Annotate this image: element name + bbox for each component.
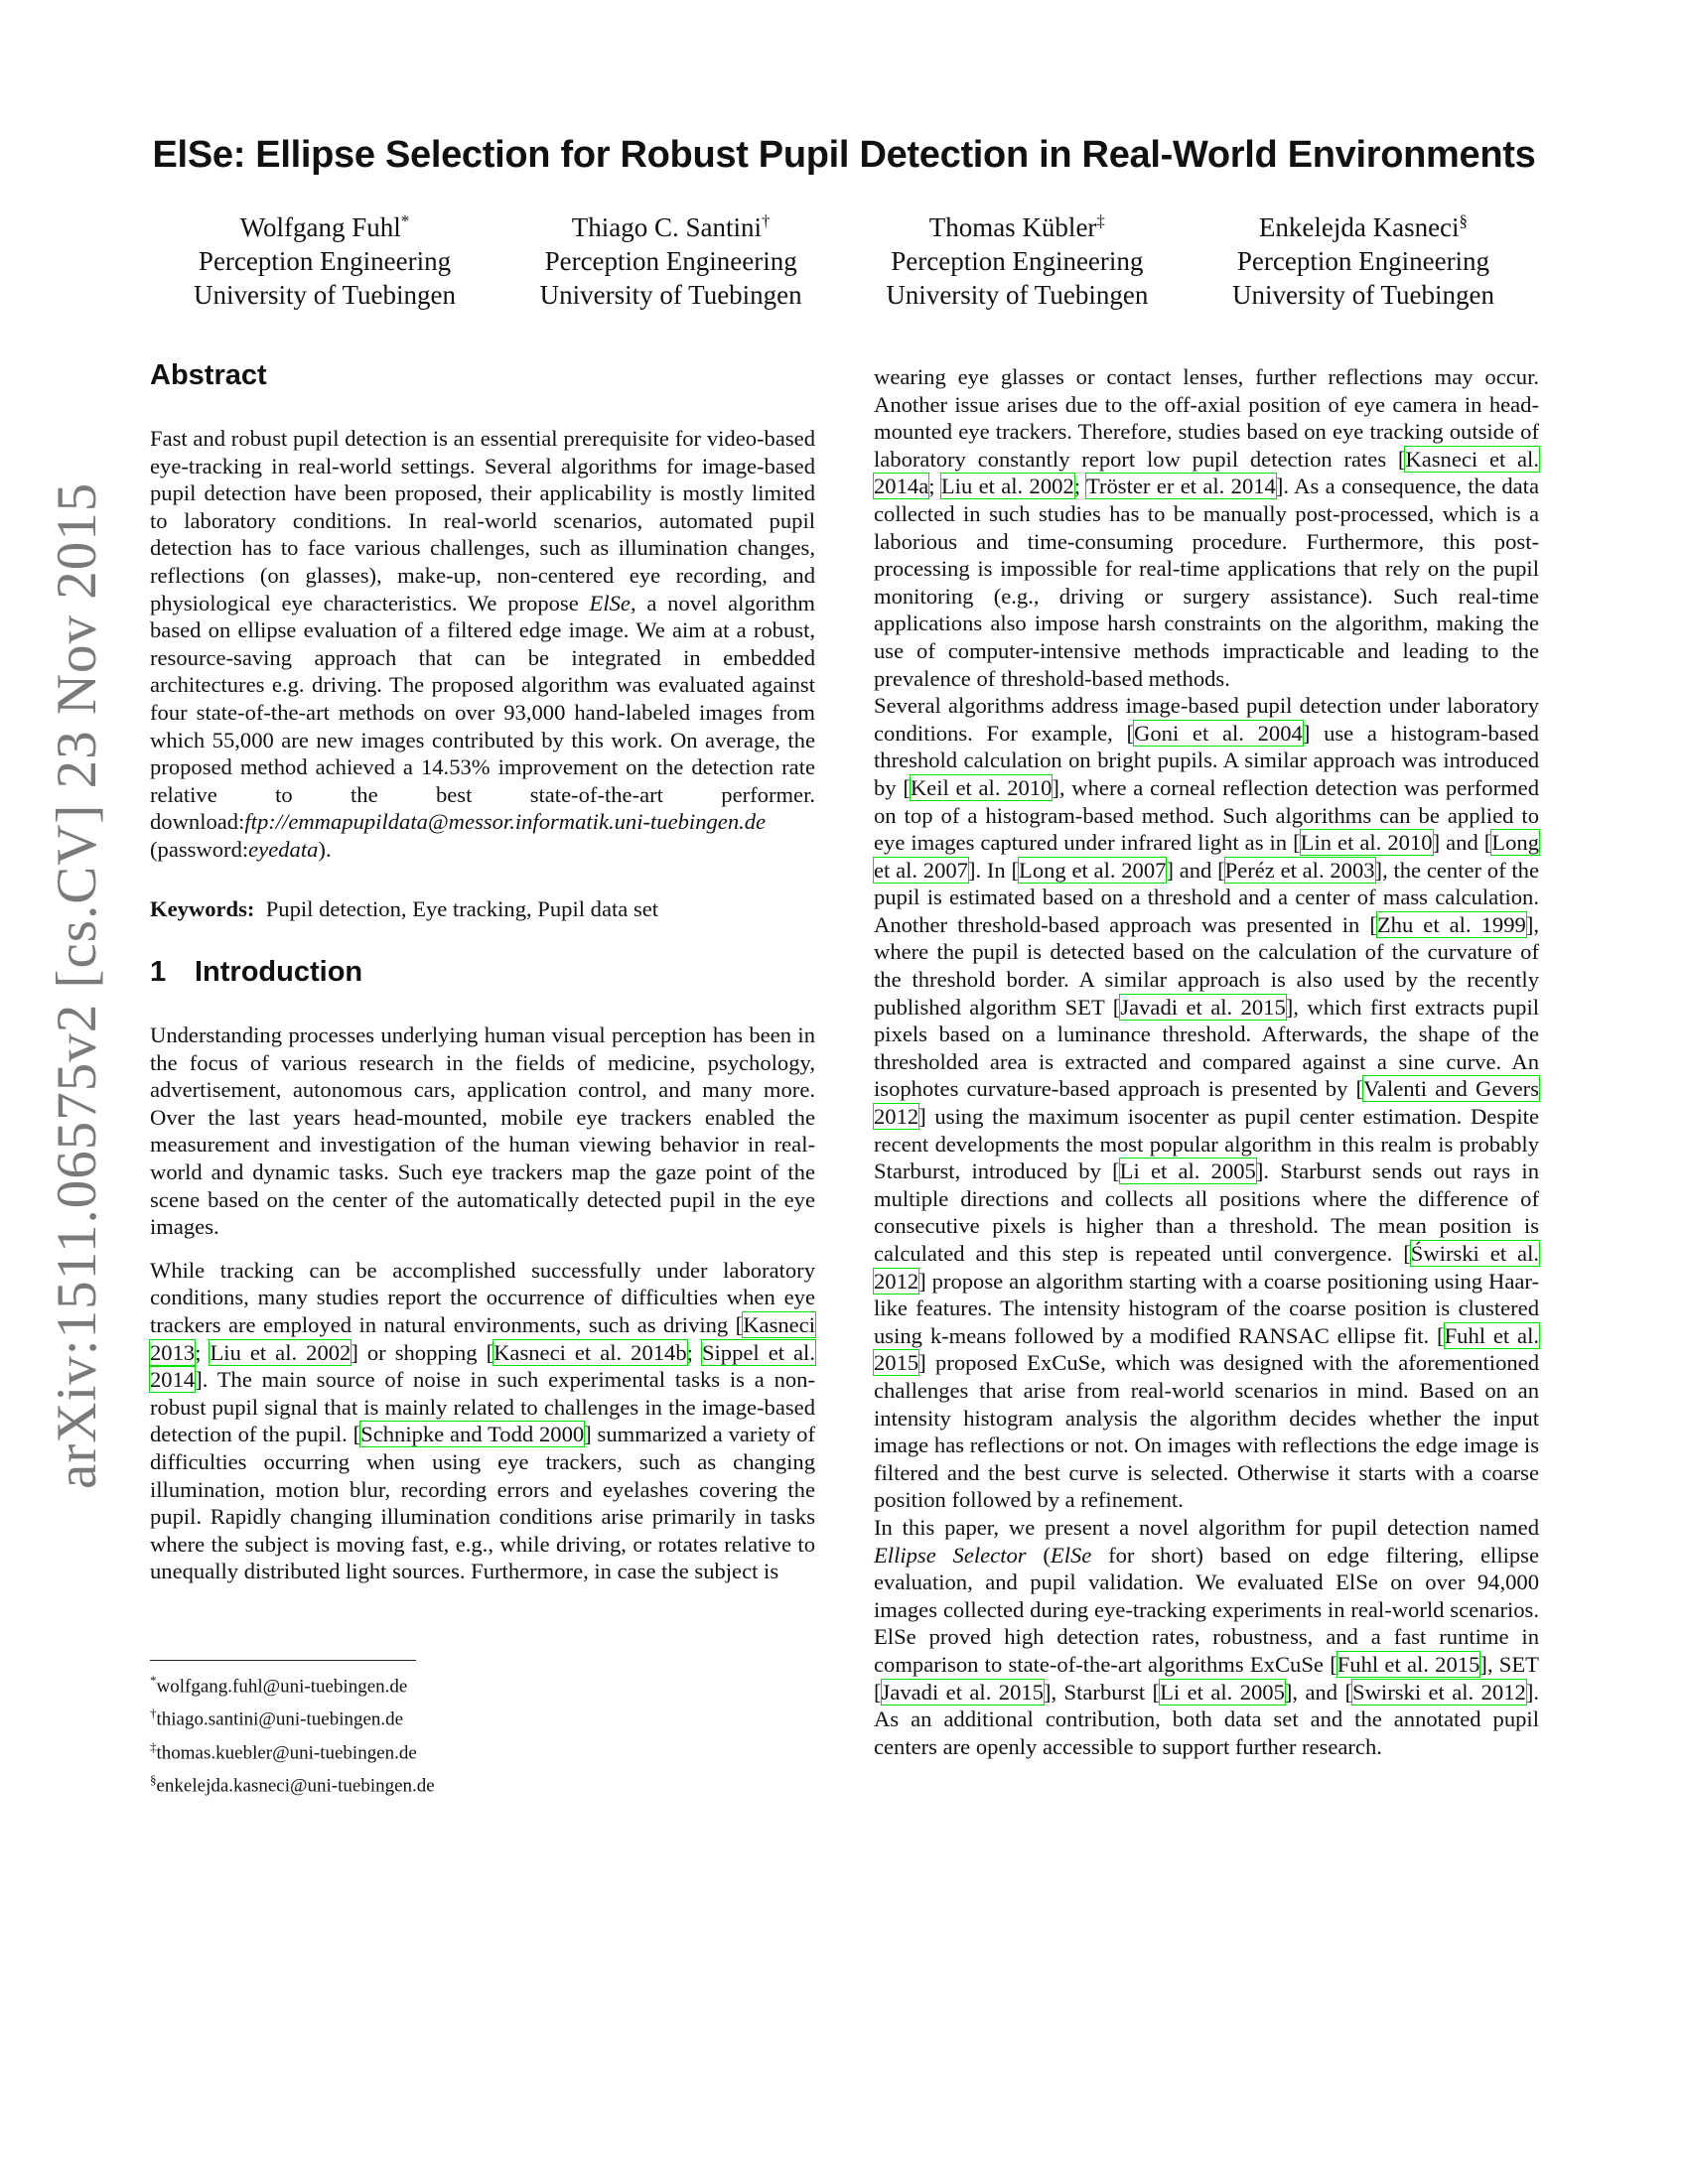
keywords-label: Keywords: xyxy=(150,895,255,921)
intro-paragraph-3 xyxy=(874,363,1539,692)
citation-link[interactable]: Liu et al. 2002 xyxy=(940,474,1074,499)
text-run: ] or shopping [ xyxy=(351,1339,494,1365)
text-run: Several algorithms address image-based pupil detection under laboratory conditions. For example, [ xyxy=(874,693,1539,746)
citation-link[interactable]: Javadi et al. 2015 xyxy=(881,1679,1044,1705)
citation-link[interactable]: Fuhl et al. 2015 xyxy=(874,1322,1539,1376)
download-link[interactable]: ftp://emmapupildata@messor.informatik.uni-tuebingen.de xyxy=(244,809,767,835)
author-affiliation: University of Tuebingen xyxy=(539,280,802,310)
citation-link[interactable]: Sippel et al. 2014 xyxy=(150,1339,815,1393)
text-run: ], the center of the pupil is estimated based on a threshold and a center of mass calculation. Another threshold-based approach was presented in [ xyxy=(874,857,1539,937)
citation-link[interactable]: Schnipke and Todd 2000 xyxy=(360,1422,585,1447)
text-run: ], which first extracts pupil pixels based on a luminance threshold. Afterwards, the shape of the thresholded area is extracted and compared against a sine curve. An isophotes curvature-based approach is presented by [ xyxy=(874,994,1539,1102)
footnotes xyxy=(150,1660,547,1799)
author-block xyxy=(194,205,1494,312)
author-dept: Perception Engineering xyxy=(891,246,1144,276)
section-heading-introduction xyxy=(150,954,815,990)
citation-link[interactable]: Li et al. 2005 xyxy=(1119,1159,1256,1184)
author-1 xyxy=(194,205,456,312)
text-run: ] summarized a variety of difficulties occurring when using eye trackers, such as changing illumination, motion blur, recording errors and eyelashes covering the pupil. Rapidly changing illumination conditions arise primarily in tasks where the subject is moving fast, e.g., while driving, or rotates relative to unequally distributed light sources. Furthermore, in case the subject is xyxy=(150,1422,815,1584)
section-title: Introduction xyxy=(195,956,363,989)
citation-link[interactable]: Fuhl et al. 2015 xyxy=(1336,1651,1480,1677)
abstract-heading: Abstract xyxy=(150,359,267,391)
text-run: wearing eye glasses or contact lenses, further reflections may occur. Another issue arises due to the off-axial position of eye camera in head-mounted eye trackers. Therefore, studies based on eye tracking outside of laboratory constantly report low pupil detection rates [ xyxy=(874,364,1539,472)
author-name: Wolfgang Fuhl xyxy=(239,212,401,242)
author-dept: Perception Engineering xyxy=(1236,246,1490,276)
footnote-email: thiago.santini@uni-tuebingen.de xyxy=(156,1708,404,1730)
text-run: ; xyxy=(1073,474,1086,499)
citation-link[interactable]: Swirski et al. 2012 xyxy=(1352,1679,1526,1705)
citation-link[interactable]: Zhu et al. 1999 xyxy=(1376,911,1526,937)
footnote-mark: ‡ xyxy=(150,1738,157,1754)
keywords xyxy=(150,895,815,923)
footnote xyxy=(150,1733,547,1766)
footnote-email: thomas.kuebler@uni-tuebingen.de xyxy=(156,1741,417,1763)
footnote-mark: * xyxy=(150,1673,157,1688)
author-affiliation: University of Tuebingen xyxy=(1231,280,1494,310)
left-column xyxy=(150,357,815,1585)
abstract-text xyxy=(150,425,815,864)
footnote xyxy=(150,1700,547,1732)
text-run: ; xyxy=(686,1339,702,1365)
intro-paragraph-4 xyxy=(874,692,1539,1514)
text-run: In this paper, we present a novel algorithm for pupil detection named xyxy=(874,1514,1539,1540)
citation-link[interactable]: Kasneci et al. 2014b xyxy=(493,1339,687,1365)
text-run: ], and [ xyxy=(1284,1679,1353,1705)
text-run: (password: xyxy=(150,836,249,862)
author-affiliation: University of Tuebingen xyxy=(886,280,1149,310)
text-run: ] and [ xyxy=(1166,857,1225,883)
text-run: for short) based on edge filtering, ellipse evaluation, and pupil validation. We evaluated ElSe on over 94,000 images collected during eye-tracking experiments in real-world scenarios. ElSe proved high detection rates, robustness, and a fast runtime in comparison to state-of-the-art algorithms ExCuSe [ xyxy=(874,1542,1539,1677)
text-run: ], where a corneal reflection detection was performed on top of a histogram-based method. Such algorithms can be applied to eye images captured under infrared light as in [ xyxy=(874,774,1539,856)
text-run: ElSe xyxy=(1050,1542,1092,1568)
text-run: ], where the pupil is detected based on the calculation of the curvature of the threshold border. A similar approach is also used by the recently published algorithm SET [ xyxy=(874,911,1539,1020)
footnote-mark: * xyxy=(400,211,410,230)
text-run: ], SET [ xyxy=(874,1651,1539,1705)
text-run: ]. As a consequence, the data collected in such studies has to be manually post-processed, which is a laborious and time-consuming procedure. Furthermore, this post-processing is impossible for real-time applications that rely on the pupil monitoring (e.g., driving or surgery assistance). Such real-time applications also impose harsh constraints on the algorithm, making the use of computer-intensive methods impracticable and leading to the prevalence of threshold-based methods. xyxy=(874,474,1539,691)
citation-link[interactable]: Long et al. 2007 xyxy=(874,830,1539,883)
author-affiliation: University of Tuebingen xyxy=(194,280,457,310)
text-run: Fast and robust pupil detection is an essential prerequisite for video-based eye-tracking in real-world settings. Several algorithms for image-based pupil detection have been proposed, their applicability is mostly limited to laboratory conditions. In real-world scenarios, automated pupil detection has to face various challenges, such as illumination changes, reflections (on glasses), make-up, non-centered eye recording, and physiological eye characteristics. We propose xyxy=(150,426,815,615)
text-run: ; xyxy=(928,474,941,499)
text-run: ] using the maximum isocenter as pupil center estimation. Despite recent developments the most popular algorithm in this realm is probably Starburst, introduced by [ xyxy=(874,1104,1539,1184)
citation-link[interactable]: Kasneci et al. 2014a xyxy=(874,446,1539,499)
text-run: ] and [ xyxy=(1432,830,1492,856)
footnote-mark: § xyxy=(1459,211,1469,230)
paper-title: ElSe: Ellipse Selection for Robust Pupil Detection in Real-World Environments xyxy=(152,134,1536,176)
intro-paragraph-2 xyxy=(150,1257,815,1585)
citation-link[interactable]: Świrski et al. 2012 xyxy=(874,1241,1539,1294)
citation-link[interactable]: Kasneci 2013 xyxy=(150,1312,815,1365)
text-run: ] use a histogram-based threshold calculation on bright pupils. A similar approach was introduced by [ xyxy=(874,720,1539,800)
author-name: Thiago C. Santini xyxy=(571,212,763,242)
citation-link[interactable]: Lin et al. 2010 xyxy=(1300,830,1433,856)
footnote-mark: † xyxy=(762,211,771,230)
text-run: ; xyxy=(195,1339,211,1365)
text-run: ]. The main source of noise in such experimental tasks is a non-robust pupil signal that is mainly related to challenges in the image-based detection of the pupil. [ xyxy=(150,1367,815,1447)
author-3 xyxy=(886,205,1148,312)
citation-link[interactable]: Tröster er et al. 2014 xyxy=(1085,474,1276,499)
text-run: While tracking can be accomplished successfully under laboratory conditions, many studies report the occurrence of difficulties when eye trackers are employed in natural environments, such as driving [ xyxy=(150,1257,815,1338)
section-number: 1 xyxy=(150,956,167,989)
citation-link[interactable]: Li et al. 2005 xyxy=(1160,1679,1285,1705)
text-run: ]. In [ xyxy=(967,857,1020,883)
footnote-email: enkelejda.kasneci@uni-tuebingen.de xyxy=(156,1775,435,1797)
citation-link[interactable]: Valenti and Gevers 2012 xyxy=(874,1076,1539,1130)
keywords-text: Pupil detection, Eye tracking, Pupil data set xyxy=(265,895,659,921)
text-run: ] proposed ExCuSe, which was designed with the aforementioned challenges that arise from real-world scenarios in mind. Based on an intensity histogram analysis the algorithm decides whether the input image has reflections or not. On images with reflections the edge image is filtered and the best curve is selected. Otherwise it starts with a coarse position followed by a refinement. xyxy=(874,1350,1539,1513)
author-dept: Perception Engineering xyxy=(198,246,452,276)
text-run: ] propose an algorithm starting with a coarse positioning using Haar-like features. The intensity histogram of the coarse position is clustered using k-means followed by a modified RANSAC ellipse fit. [ xyxy=(874,1268,1539,1348)
text-run: ElSe xyxy=(589,590,631,615)
author-dept: Perception Engineering xyxy=(544,246,797,276)
citation-link[interactable]: Long et al. 2007 xyxy=(1019,857,1167,883)
intro-paragraph-5 xyxy=(874,1514,1539,1760)
text-run: ]. As an additional contribution, both data set and the annotated pupil centers are openly accessible to support further research. xyxy=(874,1679,1539,1759)
footnote xyxy=(150,1667,547,1700)
text-run: ). xyxy=(318,836,332,862)
footnote-mark: ‡ xyxy=(1096,211,1105,230)
author-name: Thomas Kübler xyxy=(928,212,1097,242)
right-column xyxy=(874,363,1539,1760)
text-run: ]. Starburst sends out rays in multiple directions and collects all positions where the difference of consecutive pixels is higher than a threshold. The mean position is calculated and this step is repeated until convergence. [ xyxy=(874,1159,1539,1266)
footnote-mark: § xyxy=(150,1771,157,1787)
text-run: , a novel algorithm based on ellipse evaluation of a filtered edge image. We aim at a robust, resource-saving approach that can be integrated in embedded architectures e.g. driving. The proposed algorithm was evaluated against four state-of-the-art methods on over 93,000 hand-labeled images from which 55,000 are new images contributed by this work. On average, the proposed method achieved a 14.53% improvement on the detection rate relative to the best state-of-the-art performer. download: xyxy=(150,590,816,835)
text-run: ( xyxy=(1026,1542,1051,1568)
text-run: Ellipse Selector xyxy=(874,1542,1027,1568)
footnote-rule xyxy=(150,1660,416,1661)
text-run: ], Starburst [ xyxy=(1043,1679,1161,1705)
author-name: Enkelejda Kasneci xyxy=(1258,212,1460,242)
citation-link[interactable]: Keil et al. 2010 xyxy=(910,774,1053,800)
author-2 xyxy=(540,205,802,312)
citation-link[interactable]: Goni et al. 2004 xyxy=(1134,720,1303,746)
citation-link[interactable]: Peréz et al. 2003 xyxy=(1224,857,1375,883)
intro-paragraph-1: Understanding processes underlying human visual perception has been in the focus of various research in the fields of medicine, psychology, advertisement, autonomous cars, application control, and many more. Over the last years head-mounted, mobile eye trackers enabled the measurement and investigation of the human viewing behavior in real-world and dynamic tasks. Such eye trackers map the gaze point of the scene based on the center of the automatically detected pupil in the eye images. xyxy=(150,1023,815,1240)
arxiv-identifier: arXiv:1511.06575v2 [cs.CV] 23 Nov 2015 xyxy=(46,481,108,1489)
author-4 xyxy=(1232,205,1494,312)
footnote-email: wolfgang.fuhl@uni-tuebingen.de xyxy=(156,1676,408,1698)
text-run: eyedata xyxy=(248,836,319,862)
footnote xyxy=(150,1766,547,1799)
footnote-mark: † xyxy=(150,1706,157,1721)
citation-link[interactable]: Liu et al. 2002 xyxy=(210,1339,352,1365)
citation-link[interactable]: Javadi et al. 2015 xyxy=(1120,994,1286,1020)
